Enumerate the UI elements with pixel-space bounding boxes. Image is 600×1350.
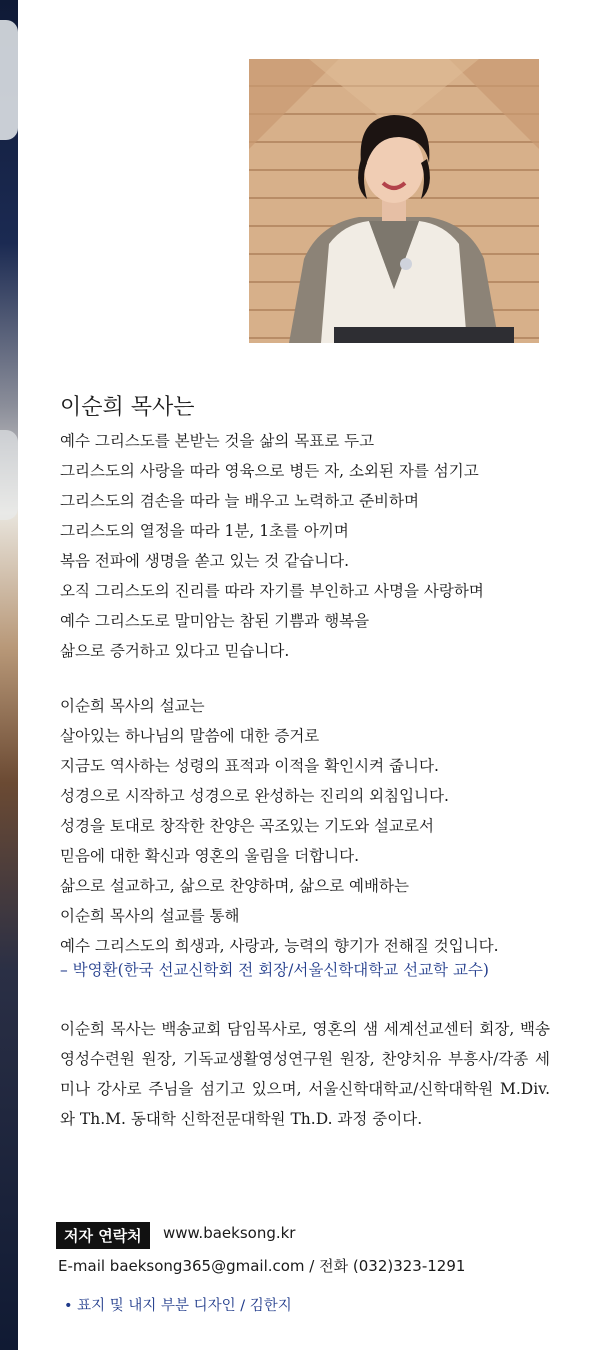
paragraph-line: 믿음에 대한 확신과 영혼의 울림을 더합니다. xyxy=(60,847,360,865)
author-bio: 이순희 목사는 백송교회 담임목사로, 영혼의 샘 세계선교센터 회장, 백송영성수련원 원장, 기독교생활영성연구원 원장, 찬양치유 부흥사/각종 세미나 강사로 주님을 섬기고 있으며, 서울신학대학교/신학대학원 M.Div.와 Th.M. 동대학 신학전문대학원 Th.D. 과정 중이다. xyxy=(60,1020,550,1128)
cover-edge-strip xyxy=(0,0,18,1350)
cloud-shape xyxy=(0,430,18,520)
paragraph-line: 성경으로 시작하고 성경으로 완성하는 진리의 외침입니다. xyxy=(60,787,449,805)
paragraph-line: 예수 그리스도를 본받는 것을 삶의 목표로 두고 xyxy=(60,432,375,450)
paragraph-line: 예수 그리스도로 말미암는 참된 기쁨과 행복을 xyxy=(60,612,370,630)
paragraph-line: 그리스도의 열정을 따라 1분, 1초를 아끼며 xyxy=(60,522,349,540)
website-link[interactable]: www.baeksong.kr xyxy=(163,1224,296,1242)
paragraph-line: 복음 전파에 생명을 쏟고 있는 것 같습니다. xyxy=(60,552,350,570)
endorsement-attribution: – 박영환(한국 선교신학회 전 회장/서울신학대학교 선교학 교수) xyxy=(60,961,489,979)
paragraph-line: 그리스도의 사랑을 따라 영육으로 병든 자, 소외된 자를 섬기고 xyxy=(60,462,479,480)
section-heading: 이순희 목사는 xyxy=(60,395,195,420)
author-portrait-illustration xyxy=(249,59,539,343)
paragraph-line: 이순희 목사의 설교를 통해 xyxy=(60,907,240,925)
intro-paragraph xyxy=(60,426,484,666)
paragraph-line: 이순희 목사의 설교는 xyxy=(60,697,205,715)
paragraph-line: 성경을 토대로 창작한 찬양은 곡조있는 기도와 설교로서 xyxy=(60,817,434,835)
cloud-shape xyxy=(0,20,18,140)
sermon-paragraph xyxy=(60,691,499,961)
paragraph-line: 오직 그리스도의 진리를 따라 자기를 부인하고 사명을 사랑하며 xyxy=(60,582,484,600)
email-phone-line: E-mail baeksong365@gmail.com / 전화 (032)323-1291 xyxy=(58,1257,466,1275)
paragraph-line: 지금도 역사하는 성령의 표적과 이적을 확인시켜 줍니다. xyxy=(60,757,439,775)
paragraph-line: 예수 그리스도의 희생과, 사랑과, 능력의 향기가 전해질 것입니다. xyxy=(60,937,499,955)
author-photo xyxy=(249,59,539,343)
design-credit: • 표지 및 내지 부분 디자인 / 김한지 xyxy=(64,1298,292,1314)
paragraph-line: 살아있는 하나님의 말씀에 대한 증거로 xyxy=(60,727,320,745)
paragraph-line: 그리스도의 겸손을 따라 늘 배우고 노력하고 준비하며 xyxy=(60,492,419,510)
paragraph-line: 삶으로 증거하고 있다고 믿습니다. xyxy=(60,642,290,660)
contact-label-badge: 저자 연락처 xyxy=(56,1222,150,1249)
paragraph-line: 삶으로 설교하고, 삶으로 찬양하며, 삶으로 예배하는 xyxy=(60,877,409,895)
